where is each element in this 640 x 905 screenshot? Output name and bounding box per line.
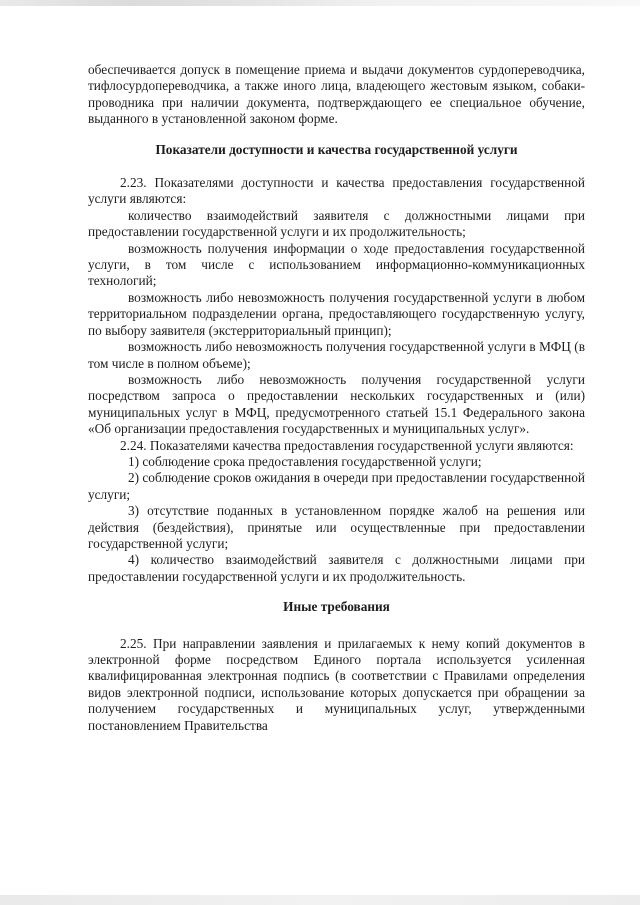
list-item-mfc: возможность либо невозможность получения государственной услуги в МФЦ (в том числе в полном объеме); [88, 339, 585, 371]
list-item-interactions: количество взаимодействий заявителя с должностными лицами при предоставлении государственной услуги и их продолжительность; [88, 207, 585, 240]
section-heading-other: Иные требования [283, 599, 390, 615]
document-page [88, 62, 585, 734]
scan-edge-top [0, 0, 640, 6]
paragraph-2-24: 2.24. Показателями качества предоставления государственной услуги являются: [120, 437, 574, 453]
list-item-2: 2) соблюдение сроков ожидания в очереди при предоставлении государственной услуги; [88, 470, 585, 502]
list-item-1: 1) соблюдение срока предоставления государственной услуги; [128, 453, 482, 469]
paragraph-2-23: 2.23. Показателями доступности и качества предоставления государственной услуги являются: [88, 175, 585, 207]
section-heading-accessibility: Показатели доступности и качества государственной услуги [155, 141, 518, 157]
list-item-information: возможность получения информации о ходе предоставления государственной услуги, в том числе с использованием информационно-коммуникационных технологий; [88, 240, 585, 289]
paragraph-2-25: 2.25. При направлении заявления и прилагаемых к нему копий документов в электронной форме посредством Единого портала используется усиленная квалифицированная электронная подпись (в соответствии с Правилами определения видов электронной подписи, использование которых допускается при обращении за получением государственных и муниципальных услуг, утвержденными постановлением Правительства [88, 635, 585, 733]
paragraph-top: обеспечивается допуск в помещение приема и выдачи документов сурдопереводчика, тифлосурдопереводчика, а также иного лица, владеющего жестовым языком, собаки-проводника при наличии документа, подтверждающего ее специальное обучение, выданного в установленной законом форме. [88, 62, 585, 127]
list-item-4: 4) количество взаимодействий заявителя с должностными лицами при предоставлении государственной услуги и их продолжительность. [88, 552, 585, 584]
list-item-extraterritorial: возможность либо невозможность получения государственной услуги в любом территориальном подразделении органа, предоставляющего государственную услугу, по выбору заявителя (экстерриториальный принцип); [88, 289, 585, 338]
list-item-complex-request: возможность либо невозможность получения государственной услуги посредством запроса о предоставлении нескольких государственных и (или) муниципальных услуг в МФЦ, предусмотренного статьей 15.1 Федерального закона «Об организации предоставления государственных и муниципальных услуг». [88, 371, 585, 437]
list-item-3: 3) отсутствие поданных в установленном порядке жалоб на решения или действия (бездействия), принятые или осуществленные при предоставлении государственной услуги; [88, 503, 585, 551]
scan-edge-bottom [0, 895, 640, 905]
